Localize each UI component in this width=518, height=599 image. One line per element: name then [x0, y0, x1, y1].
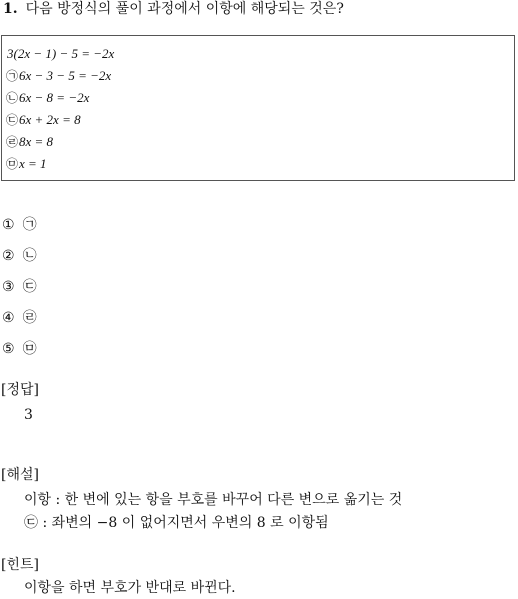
- equation-expr: 6x − 8 = −2x: [19, 90, 90, 105]
- choice-number: ①: [2, 217, 15, 233]
- explanation-label: [해설]: [1, 467, 39, 483]
- choice-number: ③: [2, 279, 15, 295]
- equation-marker: ㉢: [6, 113, 19, 127]
- equation-line-1: [6, 68, 111, 84]
- choice-number: ④: [2, 310, 15, 326]
- equation-expr: 3(2x − 1) − 5 = −2x: [7, 46, 115, 61]
- equation-line-3: [6, 112, 81, 128]
- equation-expr: x = 1: [19, 156, 47, 171]
- equation-line-4: [6, 134, 53, 150]
- choice-label: ㉤: [22, 341, 37, 357]
- equation-marker: ㉤: [6, 157, 19, 171]
- question-text: 다음 방정식의 풀이 과정에서 이항에 해당되는 것은?: [25, 1, 344, 17]
- choice-4[interactable]: [2, 310, 37, 326]
- equation-line-2: [6, 90, 89, 106]
- equation-line-5: [6, 156, 47, 172]
- equation-expr: 6x − 3 − 5 = −2x: [19, 68, 112, 83]
- choice-label: ㉡: [22, 248, 37, 264]
- equation-line-0: [6, 46, 114, 62]
- choice-label: ㉢: [22, 279, 37, 295]
- explanation-text: : 좌변의 −8 이 없어지면서 우변의 8 로 이항됨: [38, 515, 329, 531]
- choice-label: ㉣: [22, 310, 37, 326]
- equation-expr: 6x + 2x = 8: [19, 112, 81, 127]
- equation-marker: ㉡: [6, 91, 19, 105]
- choice-1[interactable]: [2, 217, 37, 233]
- choice-2[interactable]: [2, 248, 37, 264]
- explanation-marker: ㉢: [24, 515, 38, 531]
- question-title: [3, 0, 344, 18]
- explanation-line-1: 이항 : 한 변에 있는 항을 부호를 바꾸어 다른 변으로 옮기는 것: [24, 492, 403, 508]
- choice-label: ㉠: [22, 217, 37, 233]
- equation-marker: ㉣: [6, 135, 19, 149]
- choice-3[interactable]: [2, 279, 37, 295]
- choice-5[interactable]: [2, 341, 37, 357]
- explanation-line-2: [24, 514, 329, 532]
- equation-box: [1, 35, 515, 181]
- equation-expr: 8x = 8: [19, 134, 54, 149]
- question-number: 1.: [3, 1, 18, 17]
- answer-label: [정답]: [1, 382, 39, 398]
- answer-value: 3: [24, 407, 33, 423]
- choice-number: ②: [2, 248, 15, 264]
- hint-text: 이항을 하면 부호가 반대로 바뀐다.: [24, 580, 236, 596]
- equation-marker: ㉠: [6, 69, 19, 83]
- choice-number: ⑤: [2, 341, 15, 357]
- hint-label: [힌트]: [1, 557, 39, 573]
